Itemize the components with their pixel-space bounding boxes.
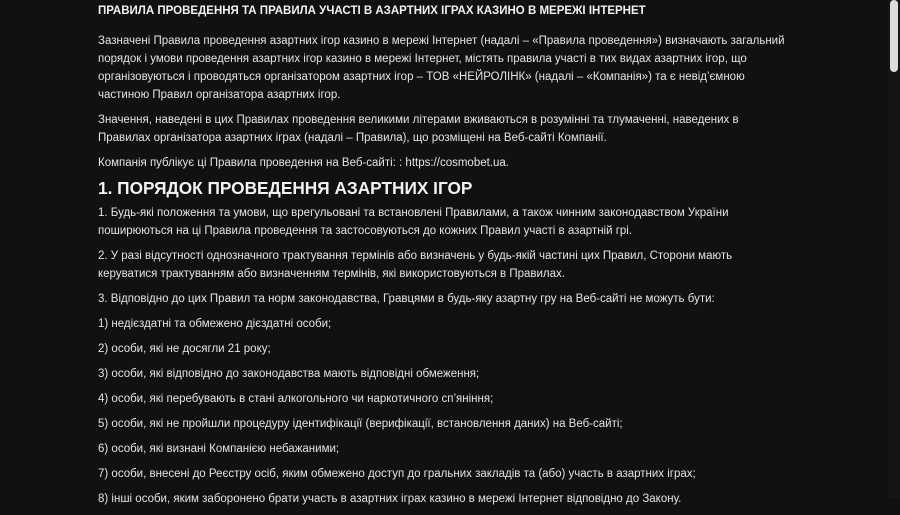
page-title: ПРАВИЛА ПРОВЕДЕННЯ ТА ПРАВИЛА УЧАСТІ В АЗАРТНИХ ІГРАХ КАЗИНО В МЕРЕЖІ ІНТЕРНЕТ	[98, 5, 646, 17]
list-item: 4) особи, які перебувають в стані алкогольного чи наркотичного сп’яніння;	[98, 393, 494, 405]
intro-paragraph-1: Зазначені Правила проведення азартних ігор казино в мережі Інтернет (надалі – «Правила проведення») визначають загальний порядок і умови проведення азартних ігор казино в мережі Інтернет, містять правила участі в тих видах азартних ігор, що організовуються і проводяться організатором азартних ігор – ТОВ «НЕЙРОЛІНК» (надалі – «Компанія») та є невід’ємною частиною Правил організатора азартних ігор.	[98, 35, 785, 101]
list-item: 7) особи, внесені до Реєстру осіб, яким обмежено доступ до гральних закладів та (або) участь в азартних іграх;	[98, 468, 696, 480]
list-item: 3) особи, які відповідно до законодавства мають відповідні обмеження;	[98, 368, 480, 380]
list-item: 5) особи, які не пройшли процедуру ідентифікації (верифікації, встановлення даних) на Веб-сайті;	[98, 418, 623, 430]
scrollbar-thumb[interactable]	[890, 0, 898, 72]
list-item: 8) інші особи, яким заборонено брати участь в азартних іграх казино в мережі Інтернет відповідно до Закону.	[98, 493, 682, 505]
section-heading: 1. ПОРЯДОК ПРОВЕДЕННЯ АЗАРТНИХ ІГОР	[98, 178, 473, 198]
rule-paragraph-3: 3. Відповідно до цих Правил та норм законодавства, Гравцями в будь-яку азартну гру на Веб-сайті не можуть бути:	[98, 293, 715, 305]
vertical-scrollbar[interactable]	[888, 0, 900, 498]
intro-paragraph-2: Значення, наведені в цих Правилах проведення великими літерами вживаються в розумінні та тлумаченні, наведених в Правилах організатора азартних ігрaх (надалі – Правила), що розміщені на Веб-сайті Компанії.	[98, 114, 739, 144]
list-item: 6) особи, які визнані Компанією небажаними;	[98, 443, 340, 455]
list-item: 2) особи, які не досягли 21 року;	[98, 343, 271, 355]
rules-document	[98, 0, 788, 515]
intro-paragraph-3: Компанія публікує ці Правила проведення на Веб-сайті: : https://cosmobet.ua.	[98, 157, 509, 169]
rule-paragraph-1: 1. Будь-які положення та умови, що врегульовані та встановлені Правилами, а також чинним законодавством України поширюються на ці Правила проведення та застосовуються до кожних Правил участі в азартній грі.	[98, 207, 729, 237]
rule-paragraph-2: 2. У разі відсутності однозначного трактування термінів або визначень у будь-якій частині цих Правил, Сторони мають керуватися трактуванням або визначенням термінів, які використовуються в Правилах.	[98, 250, 733, 280]
list-item: 1) недієздатні та обмежено дієздатні особи;	[98, 318, 332, 330]
